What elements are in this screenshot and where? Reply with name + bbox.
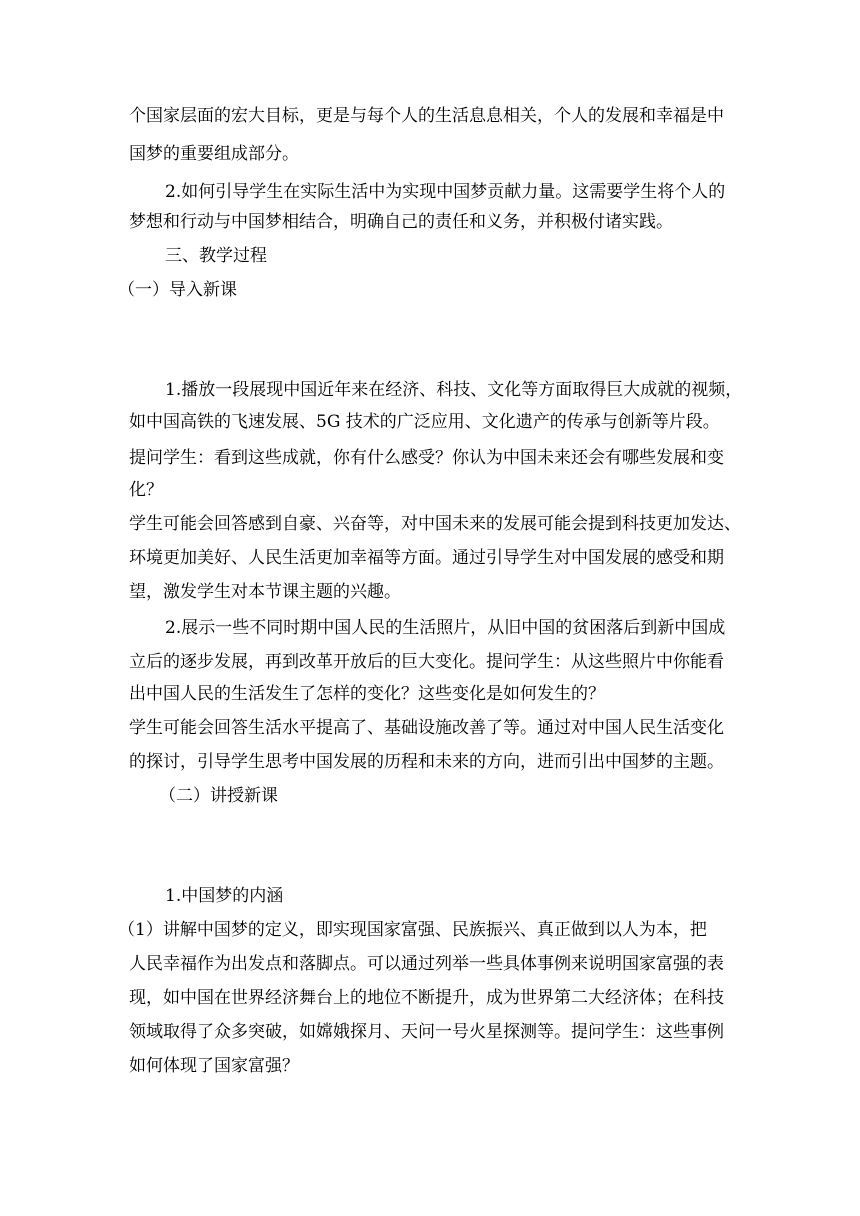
text-line: 2.展示一些不同时期中国人民的生活照片，从旧中国的贫困落后到新中国成 (165, 618, 726, 638)
subsection-heading: （二）讲授新课 (159, 786, 278, 806)
text-line: 学生可能会回答生活水平提高了、基础设施改善了等。通过对中国人民生活变化 (129, 718, 724, 738)
text-line: 环境更加美好、人民生活更加幸福等方面。通过引导学生对中国发展的感受和期 (129, 548, 724, 568)
text-line: 2.如何引导学生在实际生活中为实现中国梦贡献力量。这需要学生将个人的 (165, 182, 726, 202)
text-line: 如中国高铁的飞速发展、5G 技术的广泛应用、文化遗产的传承与创新等片段。 (129, 412, 720, 432)
text-line: 梦想和行动与中国梦相结合，明确自己的责任和义务，并积极付诸实践。 (129, 212, 673, 232)
text-line: 立后的逐步发展，再到改革开放后的巨大变化。提问学生：从这些照片中你能看 (129, 652, 724, 672)
text-line: 领域取得了众多突破，如嫦娥探月、天问一号火星探测等。提问学生：这些事例 (129, 1022, 724, 1042)
text-line: 人民幸福作为出发点和落脚点。可以通过列举一些具体事例来说明国家富强的表 (129, 954, 724, 974)
subsection-heading: （一）导入新课 (118, 280, 237, 300)
text-line: 学生可能会回答感到自豪、兴奋等，对中国未来的发展可能会提到科技更加发达、 (129, 514, 741, 534)
text-line: 提问学生：看到这些成就，你有什么感受？你认为中国未来还会有哪些发展和变 (129, 448, 724, 468)
text-line: 出中国人民的生活发生了怎样的变化？这些变化是如何发生的？ (129, 684, 605, 704)
text-line: 的探讨，引导学生思考中国发展的历程和未来的方向，进而引出中国梦的主题。 (129, 752, 724, 772)
text-line: 国梦的重要组成部分。 (129, 144, 299, 164)
section-heading: 三、教学过程 (165, 246, 267, 266)
text-line: 1.中国梦的内涵 (165, 886, 284, 906)
text-line: 如何体现了国家富强？ (129, 1056, 299, 1076)
text-line: 个国家层面的宏大目标，更是与每个人的生活息息相关，个人的发展和幸福是中 (129, 106, 724, 126)
text-line: 1.播放一段展现中国近年来在经济、科技、文化等方面取得巨大成就的视频， (165, 380, 743, 400)
text-line: （1）讲解中国梦的定义，即实现国家富强、民族振兴、真正做到以人为本，把 (118, 920, 707, 940)
text-line: 望，激发学生对本节课主题的兴趣。 (129, 582, 401, 602)
text-line: 化？ (129, 480, 163, 500)
text-line: 现，如中国在世界经济舞台上的地位不断提升，成为世界第二大经济体；在科技 (129, 988, 724, 1008)
